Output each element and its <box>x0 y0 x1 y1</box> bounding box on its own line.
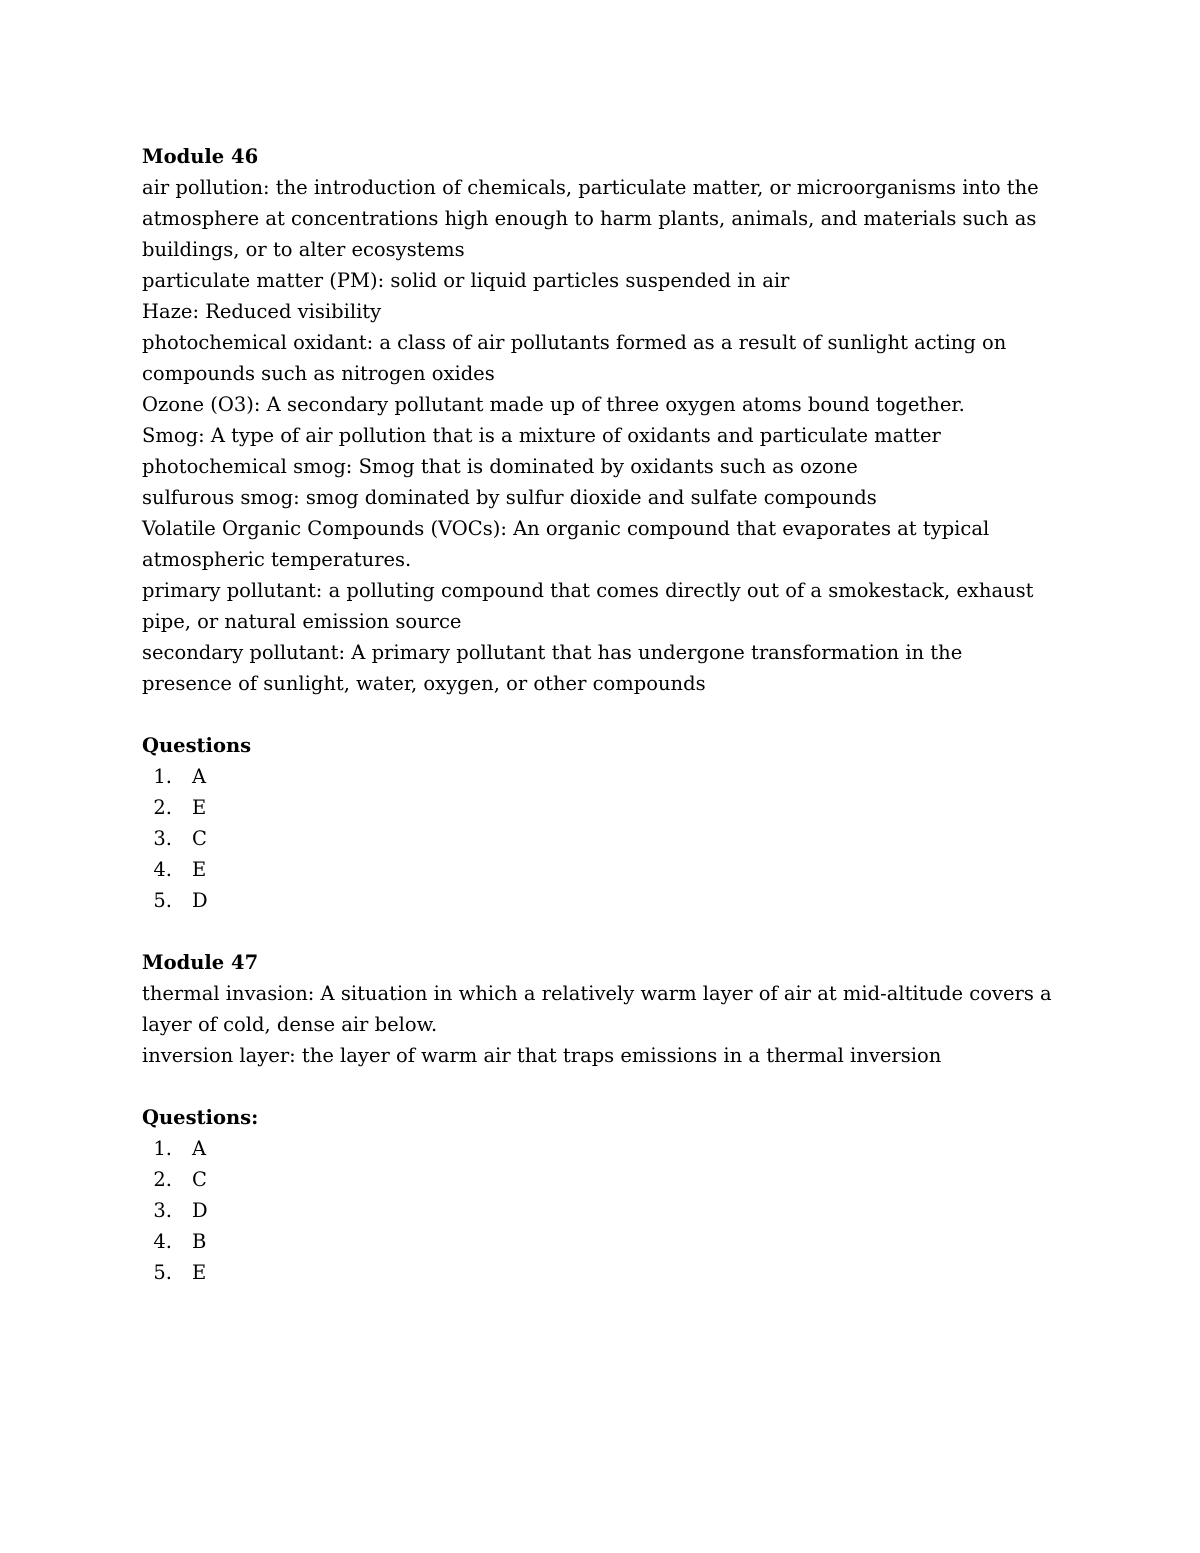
question-number: 4. <box>153 1230 172 1253</box>
question-answer: E <box>192 1261 207 1284</box>
question-number: 5. <box>153 889 172 912</box>
definition-ozone: Ozone (O3): A secondary pollutant made up of three oxygen atoms bound together. <box>142 393 965 416</box>
definition-photochemical-smog: photochemical smog: Smog that is dominated by oxidants such as ozone <box>142 455 858 478</box>
list-item <box>142 885 1052 916</box>
module-47-questions-heading: Questions: <box>142 1106 259 1129</box>
question-answer: C <box>192 827 207 850</box>
document-page <box>142 141 1052 1288</box>
question-answer: E <box>192 858 207 881</box>
definition-particulate-matter: particulate matter (PM): solid or liquid particles suspended in air <box>142 269 790 292</box>
question-number: 2. <box>153 796 172 819</box>
question-answer: D <box>192 1199 208 1222</box>
definition-smog: Smog: A type of air pollution that is a mixture of oxidants and particulate matter <box>142 424 941 447</box>
question-number: 1. <box>153 765 172 788</box>
module-46-questions-heading: Questions <box>142 734 252 757</box>
definition-air-pollution: air pollution: the introduction of chemicals, particulate matter, or microorganisms into the atmosphere at concentrations high enough to harm plants, animals, and materials such as buildings, or to alter ecosystems <box>142 176 1039 261</box>
question-answer: E <box>192 796 207 819</box>
definition-haze: Haze: Reduced visibility <box>142 300 382 323</box>
definition-secondary-pollutant: secondary pollutant: A primary pollutant that has undergone transformation in the presence of sunlight, water, oxygen, or other compounds <box>142 641 963 695</box>
question-answer: A <box>192 1137 207 1160</box>
question-number: 3. <box>153 1199 172 1222</box>
list-item <box>142 854 1052 885</box>
question-number: 4. <box>153 858 172 881</box>
question-number: 1. <box>153 1137 172 1160</box>
definition-inversion-layer: inversion layer: the layer of warm air that traps emissions in a thermal inversion <box>142 1044 942 1067</box>
question-number: 5. <box>153 1261 172 1284</box>
module-46-heading: Module 46 <box>142 145 259 168</box>
question-number: 2. <box>153 1168 172 1191</box>
module-47-heading: Module 47 <box>142 951 259 974</box>
definition-thermal-invasion: thermal invasion: A situation in which a relatively warm layer of air at mid-altitude covers a layer of cold, dense air below. <box>142 982 1052 1036</box>
module-47-answer-list <box>142 1133 1052 1288</box>
list-item <box>142 1195 1052 1226</box>
definition-primary-pollutant: primary pollutant: a polluting compound that comes directly out of a smokestack, exhaust pipe, or natural emission source <box>142 579 1034 633</box>
list-item <box>142 1133 1052 1164</box>
list-item <box>142 823 1052 854</box>
blank-line <box>142 699 1052 730</box>
question-answer: C <box>192 1168 207 1191</box>
blank-line <box>142 1071 1052 1102</box>
question-answer: A <box>192 765 207 788</box>
module-46-answer-list <box>142 761 1052 916</box>
blank-line <box>142 916 1052 947</box>
question-answer: B <box>192 1230 207 1253</box>
definition-photochemical-oxidant: photochemical oxidant: a class of air pollutants formed as a result of sunlight acting on compounds such as nitrogen oxides <box>142 331 1007 385</box>
list-item <box>142 761 1052 792</box>
question-number: 3. <box>153 827 172 850</box>
definition-vocs: Volatile Organic Compounds (VOCs): An organic compound that evaporates at typical atmospheric temperatures. <box>142 517 990 571</box>
list-item <box>142 1164 1052 1195</box>
list-item <box>142 1226 1052 1257</box>
definition-sulfurous-smog: sulfurous smog: smog dominated by sulfur dioxide and sulfate compounds <box>142 486 877 509</box>
list-item <box>142 792 1052 823</box>
list-item <box>142 1257 1052 1288</box>
question-answer: D <box>192 889 208 912</box>
